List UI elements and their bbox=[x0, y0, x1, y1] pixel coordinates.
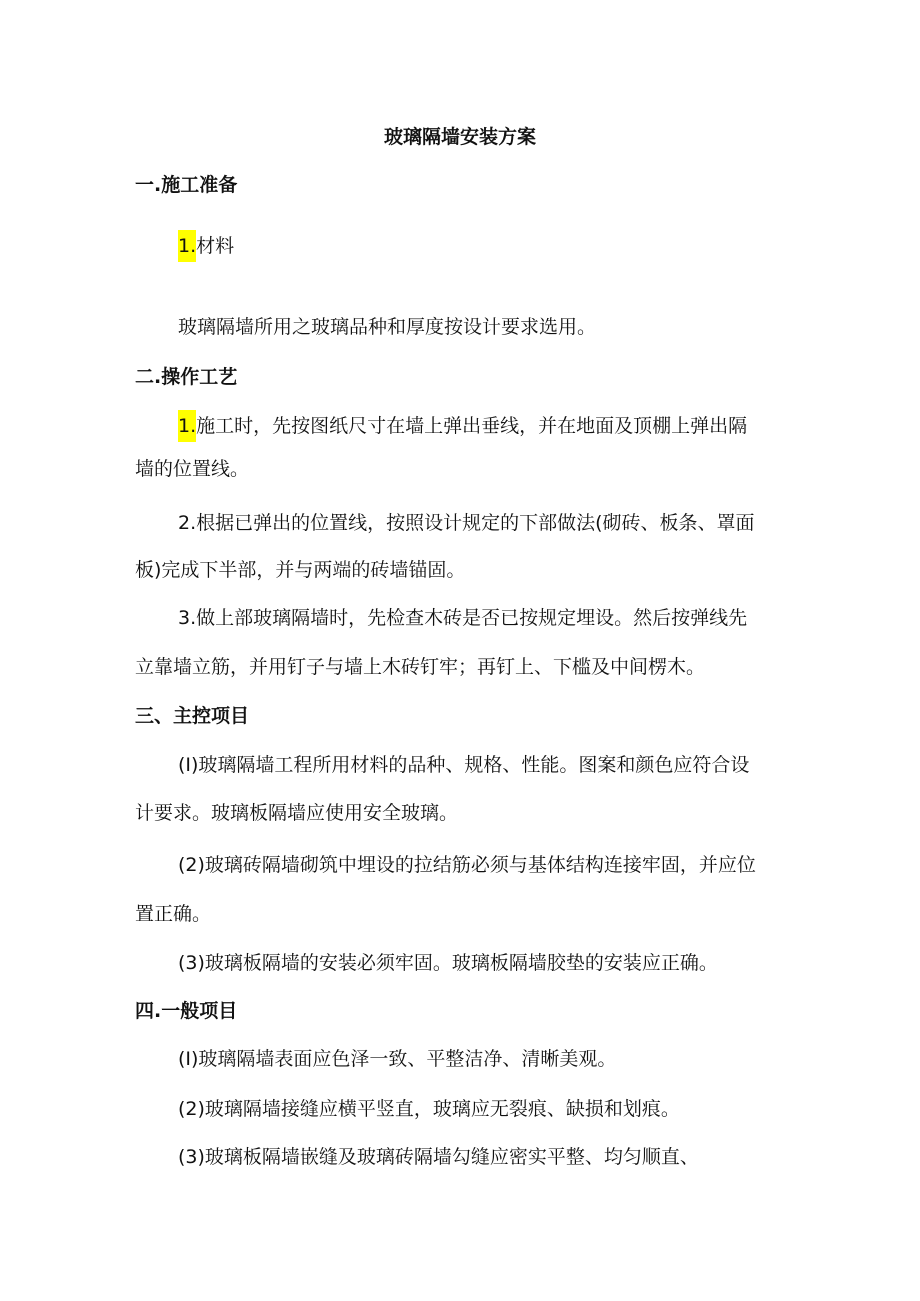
document-title: 玻璃隔墙安装方案 bbox=[383, 126, 536, 148]
highlight-number: 1. bbox=[178, 230, 196, 262]
materials-subheading bbox=[178, 230, 234, 262]
paragraph-process-2-line2: 板)完成下半部，并与两端的砖墙锚固。 bbox=[135, 559, 466, 581]
paragraph-process-2-line1: 2.根据已弹出的位置线，按照设计规定的下部做法(砌砖、板条、罩面 bbox=[178, 512, 755, 534]
paragraph-process-1 bbox=[178, 410, 747, 442]
paragraph-control-2-line1: (2)玻璃砖隔墙砌筑中埋设的拉结筋必须与基体结构连接牢固，并应位 bbox=[178, 854, 756, 876]
paragraph-general-1: (I)玻璃隔墙表面应色泽一致、平整洁净、清晰美观。 bbox=[178, 1048, 617, 1070]
paragraph-control-3-line1: (3)玻璃板隔墙的安装必须牢固。玻璃板隔墙胶垫的安装应正确。 bbox=[178, 952, 718, 974]
paragraph-process-3-line1: 3.做上部玻璃隔墙时，先检查木砖是否已按规定埋设。然后按弹线先 bbox=[178, 607, 748, 629]
section-heading-main-control: 三、主控项目 bbox=[135, 705, 250, 727]
paragraph-process-1-line2: 墙的位置线。 bbox=[135, 458, 250, 480]
highlight-number: 1. bbox=[178, 410, 196, 442]
paragraph-control-2-line2: 置正确。 bbox=[135, 903, 212, 925]
section-heading-general: 四.一般项目 bbox=[135, 1000, 238, 1022]
paragraph-general-3: (3)玻璃板隔墙嵌缝及玻璃砖隔墙勾缝应密实平整、均匀顺直、 bbox=[178, 1146, 699, 1168]
paragraph-control-1-line1: (I)玻璃隔墙工程所用材料的品种、规格、性能。图案和颜色应符合设 bbox=[178, 754, 750, 776]
paragraph-process-3-line2: 立靠墙立筋，并用钉子与墙上木砖钉牢；再钉上、下槛及中间楞木。 bbox=[135, 656, 706, 678]
section-heading-process: 二.操作工艺 bbox=[135, 366, 238, 388]
materials-label: 材料 bbox=[196, 235, 235, 257]
paragraph-materials: 玻璃隔墙所用之玻璃品种和厚度按设计要求选用。 bbox=[178, 316, 597, 338]
paragraph-general-2: (2)玻璃隔墙接缝应横平竖直，玻璃应无裂痕、缺损和划痕。 bbox=[178, 1098, 680, 1120]
section-heading-preparation: 一.施工准备 bbox=[135, 174, 238, 196]
paragraph-process-1-line1: 施工时，先按图纸尺寸在墙上弹出垂线，并在地面及顶棚上弹出隔 bbox=[196, 415, 748, 437]
paragraph-control-1-line2: 计要求。玻璃板隔墙应使用安全玻璃。 bbox=[135, 802, 459, 824]
